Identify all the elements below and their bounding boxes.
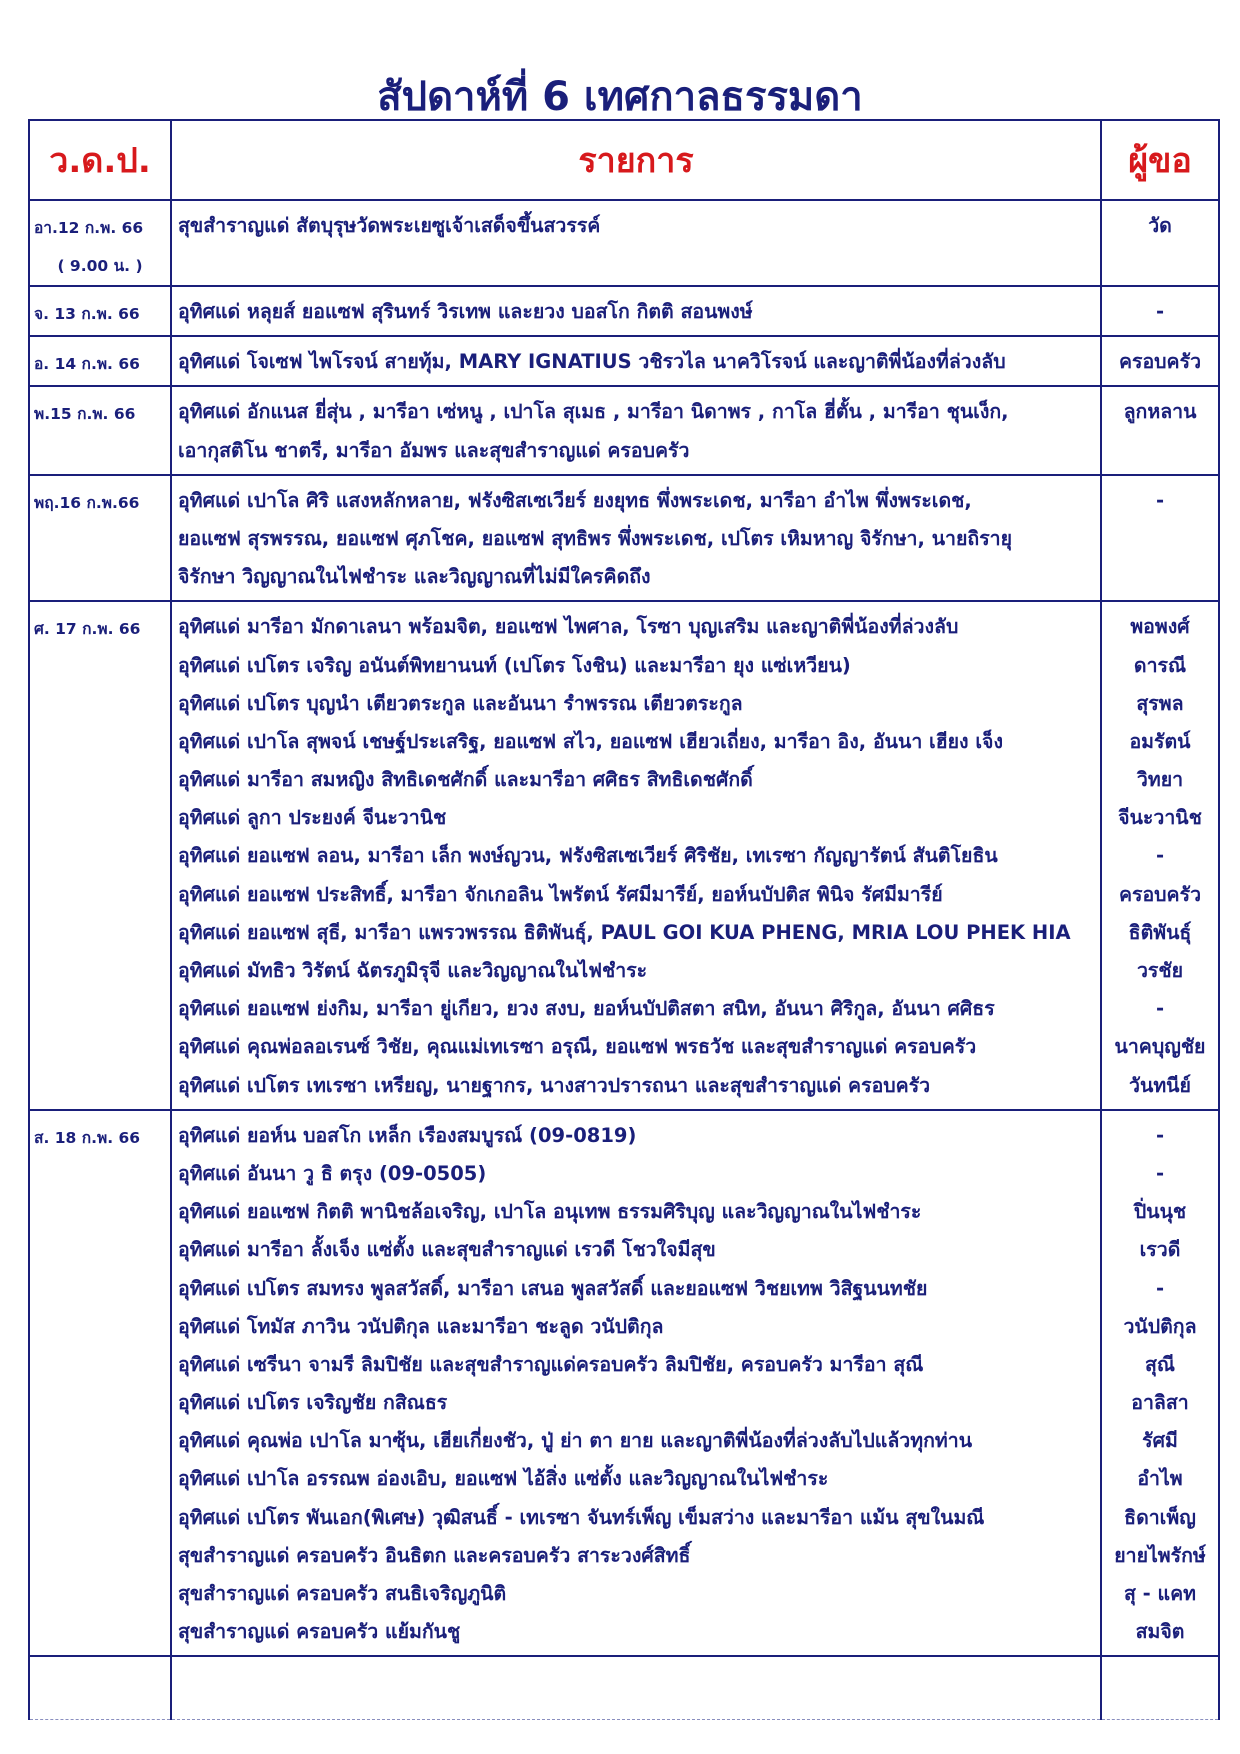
intention-line: อุทิศแด่ ลูกา ประยงค์ จีนะวานิช: [178, 806, 447, 830]
requester-line: -: [1155, 1123, 1165, 1147]
table-row: [29, 200, 1219, 286]
empty-row: [29, 1656, 1219, 1720]
row-items: [171, 386, 1101, 474]
page-title: สัปดาห์ที่ 6 เทศกาลธรรมดา: [377, 74, 863, 120]
requester-line: วัด: [1148, 214, 1172, 237]
requester-line: อาลิสา: [1131, 1391, 1189, 1415]
requester-line: -: [1155, 1161, 1165, 1185]
intention-line: อุทิศแด่ คุณพ่อลอเรนซ์ วิชัย, คุณแม่เทเรซา อรุณี, ยอแซฟ พรธวัช และสุขสำราญแด่ ครอบครัว: [178, 1035, 977, 1059]
requester-line: ปิ่นนุช: [1133, 1200, 1187, 1224]
requester-line: อำไพ: [1137, 1467, 1183, 1491]
row-requesters: [1101, 601, 1219, 1109]
intention-line: อุทิศแด่ มารีอา สมหญิง สิทธิเดชศักดิ์ และมารีอา ศศิธร สิทธิเดชศักดิ์: [178, 768, 753, 792]
intention-line: ยอแซฟ สุรพรรณ, ยอแซฟ ศุภโชค, ยอแซฟ สุทธิพร พึ่งพระเดช, เปโตร เหิมหาญ จิรักษา, นายถิรายุ: [178, 526, 1013, 550]
requester-line: -: [1155, 997, 1165, 1021]
intention-line: อุทิศแด่ ยอแซฟ ประสิทธิ์, มารีอา จักเกอลิน ไพรัตน์ รัศมีมารีย์, ยอห์นบัปติส พินิจ รัศมีมารีย์: [178, 882, 943, 906]
row-date-label: พ.15 ก.พ. 66: [34, 405, 136, 424]
requester-line: -: [1155, 844, 1165, 868]
table-row: [29, 601, 1219, 1109]
intention-line: อุทิศแด่ อักแนส ยี่สุ่น , มารีอา เซ่หนู , เปาโล สุเมธ , มารีอา นิดาพร , กาโล ฮี่ตั้น , มารีอา ชุนเง็ก,: [178, 400, 1009, 424]
row-requesters: [1101, 475, 1219, 602]
row-date: [29, 200, 171, 286]
empty-cell: [171, 1656, 1101, 1720]
intention-line: อุทิศแด่ โจเซฟ ไพโรจน์ สายทุ้ม, MARY IGNATIUS วชิรวไล นาควิโรจน์ และญาติพี่น้องที่ล่วงลับ: [178, 350, 1006, 374]
header-date: ว.ด.ป.: [29, 120, 171, 200]
intention-line: อุทิศแด่ เปโตร พันเอก(พิเศษ) วุฒิสนธิ์ - เทเรซา จันทร์เพ็ญ เข็มสว่าง และมารีอา แม้น สุขในมณี: [178, 1505, 985, 1529]
intention-line: อุทิศแด่ ยอแซฟ กิตติ พานิชล้อเจริญ, เปาโล อนุเทพ ธรรมศิริบุญ และวิญญาณในไฟชำระ: [178, 1200, 922, 1224]
intention-line: จิรักษา วิญญาณในไฟชำระ และวิญญาณที่ไม่มีใครคิดถึง: [178, 565, 651, 589]
requester-line: วันทนีย์: [1129, 1073, 1191, 1097]
row-date: [29, 475, 171, 602]
intention-line: อุทิศแด่ เปาโล อรรณพ อ่องเอิบ, ยอแซฟ ไอ้สิ่ง แซ่ตั้ง และวิญญาณในไฟชำระ: [178, 1467, 829, 1491]
row-date: [29, 1110, 171, 1657]
requester-line: ครอบครัว: [1118, 350, 1202, 374]
requester-line: สมจิต: [1135, 1620, 1185, 1644]
row-date: [29, 601, 171, 1109]
row-items: [171, 286, 1101, 336]
requester-line: -: [1155, 1276, 1165, 1300]
requester-line: สุรพล: [1136, 691, 1184, 715]
intention-line: อุทิศแด่ เปโตร บุญนำ เตียวตระกูล และอันนา รำพรรณ เตียวตระกูล: [178, 691, 743, 715]
requester-line: -: [1155, 300, 1165, 323]
table-row: [29, 475, 1219, 602]
intention-line: อุทิศแด่ ยอแซฟ ย่งกิม, มารีอา ยู่เกียว, ยวง สงบ, ยอห์นบัปติสตา สนิท, อันนา ศิริกูล, อันนา ศศิธร: [178, 997, 995, 1021]
requester-line: พอพงศ์: [1130, 615, 1190, 639]
row-date-label: ส. 18 ก.พ. 66: [34, 1128, 141, 1147]
row-date: [29, 286, 171, 336]
intention-line: อุทิศแด่ เปาโล ศิริ แสงหลักหลาย, ฟรังซิสเซเวียร์ ยงยุทธ พึ่งพระเดช, มารีอา อำไพ พึ่งพระเดช,: [178, 488, 972, 512]
intention-line: เอากุสติโน ชาตรี, มารีอา อัมพร และสุขสำราญแด่ ครอบครัว: [178, 438, 690, 462]
row-date-label: อา.12 ก.พ. 66: [34, 219, 144, 237]
intention-line: อุทิศแด่ ยอแซฟ ลอน, มารีอา เล็ก พงษ์ญวน, ฟรังซิสเซเวียร์ ศิริชัย, เทเรซา กัญญารัตน์ สันติโยธิน: [178, 844, 998, 868]
requester-line: ลูกหลาน: [1123, 400, 1197, 424]
row-requesters: [1101, 386, 1219, 474]
row-date-label: จ. 13 ก.พ. 66: [34, 305, 140, 323]
intention-line: อุทิศแด่ มารีอา ลั้งเจ็ง แซ่ตั้ง และสุขสำราญแด่ เรวดี โชวใจมีสุข: [178, 1238, 716, 1262]
row-date-time: ( 9.00 น. ): [57, 257, 143, 275]
intention-line: อุทิศแด่ หลุยส์ ยอแซฟ สุรินทร์ วิรเทพ และยวง บอสโก กิตติ สอนพงษ์: [178, 300, 753, 323]
intention-line: อุทิศแด่ อันนา วู ธิ ตรุง (09-0505): [178, 1161, 487, 1185]
empty-cell: [1101, 1656, 1219, 1720]
row-date-label: ศ. 17 ก.พ. 66: [34, 620, 141, 639]
intention-line: อุทิศแด่ เปโตร เจริญ อนันต์พิทยานนท์ (เปโตร โงชิน) และมารีอา ยุง แซ่เหวียน): [178, 653, 851, 677]
requester-line: วิทยา: [1136, 768, 1184, 792]
intention-line: อุทิศแด่ เซรีนา จามรี ลิมปิชัย และสุขสำราญแด่ครอบครัว ลิมปิชัย, ครอบครัว มารีอา สุณี: [178, 1352, 924, 1376]
row-date-label: อ. 14 ก.พ. 66: [34, 355, 140, 374]
requester-line: ธิดาเพ็ญ: [1124, 1505, 1196, 1529]
mass-intentions-table: [28, 119, 1220, 1720]
requester-line: ยายไพรักษ์: [1114, 1543, 1206, 1567]
table-row: [29, 1110, 1219, 1657]
table-header-row: [29, 120, 1219, 200]
requester-line: วนัปติกุล: [1123, 1314, 1197, 1338]
requester-line: -: [1155, 488, 1165, 512]
requester-line: เรวดี: [1139, 1238, 1181, 1262]
row-items: [171, 1110, 1101, 1657]
row-items: [171, 601, 1101, 1109]
requester-line: รัศมี: [1142, 1429, 1178, 1453]
requester-line: ดารณี: [1133, 653, 1187, 677]
row-date: [29, 386, 171, 474]
intention-line: อุทิศแด่ ยอแซฟ สุธี, มารีอา แพรวพรรณ ธิติพันธุ์, PAUL GOI KUA PHENG, MRIA LOU PHEK HIA: [178, 920, 1071, 944]
intention-line: อุทิศแด่ เปโตร สมทรง พูลสวัสดิ์, มารีอา เสนอ พูลสวัสดิ์ และยอแซฟ วิชยเทพ วิสิฐนนทชัย: [178, 1276, 928, 1300]
row-requesters: [1101, 286, 1219, 336]
empty-cell: [29, 1656, 171, 1720]
row-requesters: [1101, 200, 1219, 286]
row-requesters: [1101, 336, 1219, 386]
intention-line: อุทิศแด่ โทมัส ภาวิน วนัปติกุล และมารีอา ชะลูด วนัปติกุล: [178, 1314, 664, 1338]
header-requester: ผู้ขอ: [1101, 120, 1219, 200]
requester-line: สุณี: [1145, 1352, 1175, 1376]
row-items: [171, 336, 1101, 386]
row-date-label: พฤ.16 ก.พ.66: [34, 493, 140, 512]
row-date: [29, 336, 171, 386]
row-requesters: [1101, 1110, 1219, 1657]
requester-line: นาคบุญชัย: [1114, 1035, 1206, 1059]
table-row: [29, 286, 1219, 336]
intention-line: อุทิศแด่ เปาโล สุพจน์ เชษฐ์ประเสริฐ, ยอแซฟ สไว, ยอแซฟ เฮียวเถี่ยง, มารีอา อิง, อันนา เฮียง เจ็ง: [178, 729, 1003, 753]
intention-line: อุทิศแด่ เปโตร เทเรซา เหรียญ, นายฐากร, นางสาวปรารถนา และสุขสำราญแด่ ครอบครัว: [178, 1073, 931, 1097]
requester-line: สุ - แคท: [1123, 1582, 1197, 1605]
requester-line: อมรัตน์: [1129, 729, 1191, 753]
row-items: [171, 475, 1101, 602]
intention-line: สุขสำราญแด่ ครอบครัว แย้มกันชู: [178, 1620, 461, 1644]
intention-line: สุขสำราญแด่ สัตบุรุษวัดพระเยซูเจ้าเสด็จขึ้นสวรรค์: [178, 214, 601, 237]
requester-line: ครอบครัว: [1118, 882, 1202, 906]
intention-line: สุขสำราญแด่ ครอบครัว อินธิตก และครอบครัว สาระวงศ์สิทธิ์: [178, 1543, 691, 1567]
row-items: [171, 200, 1101, 286]
requester-line: จีนะวานิช: [1118, 806, 1202, 830]
intention-line: สุขสำราญแด่ ครอบครัว สนธิเจริญภูนิติ: [178, 1582, 507, 1605]
intention-line: อุทิศแด่ มารีอา มักดาเลนา พร้อมจิต, ยอแซฟ ไพศาล, โรซา บุญเสริม และญาติพี่น้องที่ล่วงลับ: [178, 615, 959, 639]
intention-line: อุทิศแด่ คุณพ่อ เปาโล มาซุ้น, เฮียเกี่ยงชัว, ปู่ ย่า ตา ยาย และญาติพี่น้องที่ล่วงลับไปแล้วทุกท่าน: [178, 1429, 973, 1453]
table-row: [29, 336, 1219, 386]
table-row: [29, 386, 1219, 474]
intention-line: อุทิศแด่ ยอห์น บอสโก เหล็ก เรืองสมบูรณ์ (09-0819): [178, 1123, 637, 1147]
requester-line: วรชัย: [1136, 959, 1184, 982]
intention-line: อุทิศแด่ มัทธิว วิรัตน์ ฉัตรภูมิรุจี และวิญญาณในไฟชำระ: [178, 959, 648, 982]
requester-line: ธิติพันธุ์: [1128, 920, 1192, 944]
intention-line: อุทิศแด่ เปโตร เจริญชัย กสิณธร: [178, 1391, 448, 1415]
header-items: รายการ: [171, 120, 1101, 200]
